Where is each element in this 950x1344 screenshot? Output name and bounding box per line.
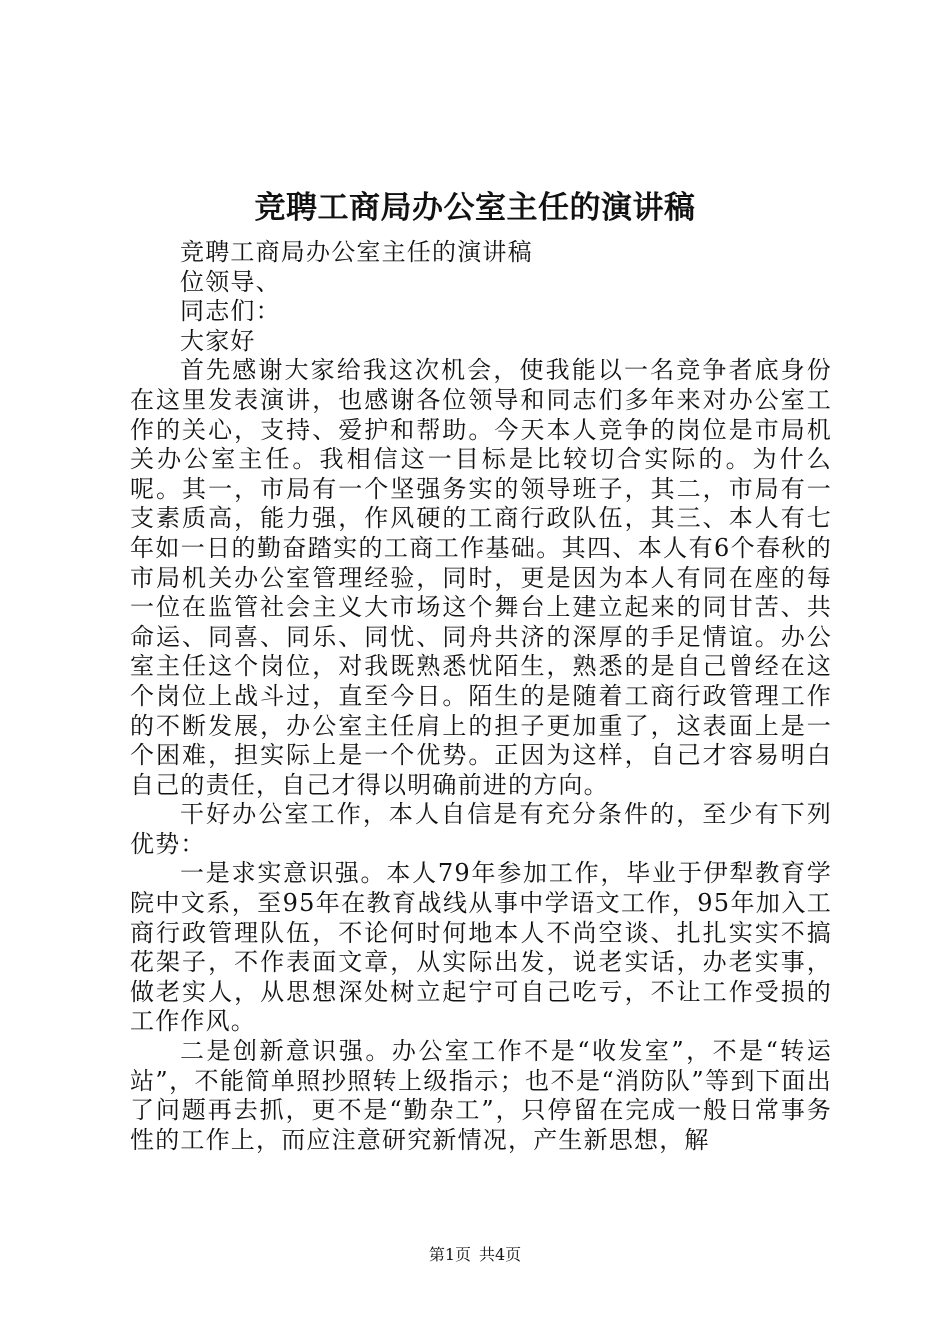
page-total: 共4页 xyxy=(479,1245,522,1264)
paragraph-introduction: 首先感谢大家给我这次机会，使我能以一名竞争者底身份在这里发表演讲，也感谢各位领导和同志们多年来对办公室工作的关心，支持、爱护和帮助。今天本人竞争的岗位是市局机关办公室主任。我相信这一目标是比较切合实际的。为什么呢。其一，市局有一个坚强务实的领导班子，其二，市局有一支素质高，能力强，作风硬的工商行政队伍，其三、本人有七年如一日的勤奋踏实的工商工作基础。其四、本人有6个春秋的市局机关办公室管理经验，同时，更是因为本人有同在座的每一位在监管社会主义大市场这个舞台上建立起来的同甘苦、共命运、同喜、同乐、同忧、同舟共济的深厚的手足情谊。办公室主任这个岗位，对我既熟悉忧陌生，熟悉的是自己曾经在这个岗位上战斗过，直至今日。陌生的是随着工商行政管理工作的不断发展，办公室主任肩上的担子更加重了，这表面上是一个困难，担实际上是一个优势。正因为这样，自己才容易明白自己的责任，自己才得以明确前进的方向。 xyxy=(130,356,832,799)
paragraph-advantages-intro: 干好办公室工作，本人自信是有充分条件的，至少有下列优势： xyxy=(130,800,832,858)
paragraph-salutation-leaders: 位领导、 xyxy=(180,267,281,296)
paragraph-advantage-one: 一是求实意识强。本人79年参加工作，毕业于伊犁教育学院中文系，至95年在教育战线从事中学语文工作，95年加入工商行政管理队伍，不论何时何地本人不尚空谈、扎扎实实不搞花架子，不作表面文章，从实际出发，说老实话，办老实事，做老实人，从思想深处树立起宁可自己吃亏，不让工作受损的工作作风。 xyxy=(130,859,832,1036)
document-title: 竞聘工商局办公室主任的演讲稿 xyxy=(254,190,696,226)
page-footer xyxy=(0,1244,950,1266)
document-body xyxy=(130,238,832,1155)
paragraph-salutation-comrades: 同志们： xyxy=(180,297,281,326)
paragraph-subtitle: 竞聘工商局办公室主任的演讲稿 xyxy=(180,238,533,266)
page-number: 第1页 xyxy=(428,1245,471,1264)
paragraph-advantage-two: 二是创新意识强。办公室工作不是“收发室”，不是“转运站”，不能简单照抄照转上级指示；也不是“消防队”等到下面出了问题再去抓，更不是“勤杂工”，只停留在完成一般日常事务性的工作上，而应注意研究新情况，产生新思想，解 xyxy=(130,1037,832,1154)
paragraph-greeting: 大家好 xyxy=(180,326,256,355)
